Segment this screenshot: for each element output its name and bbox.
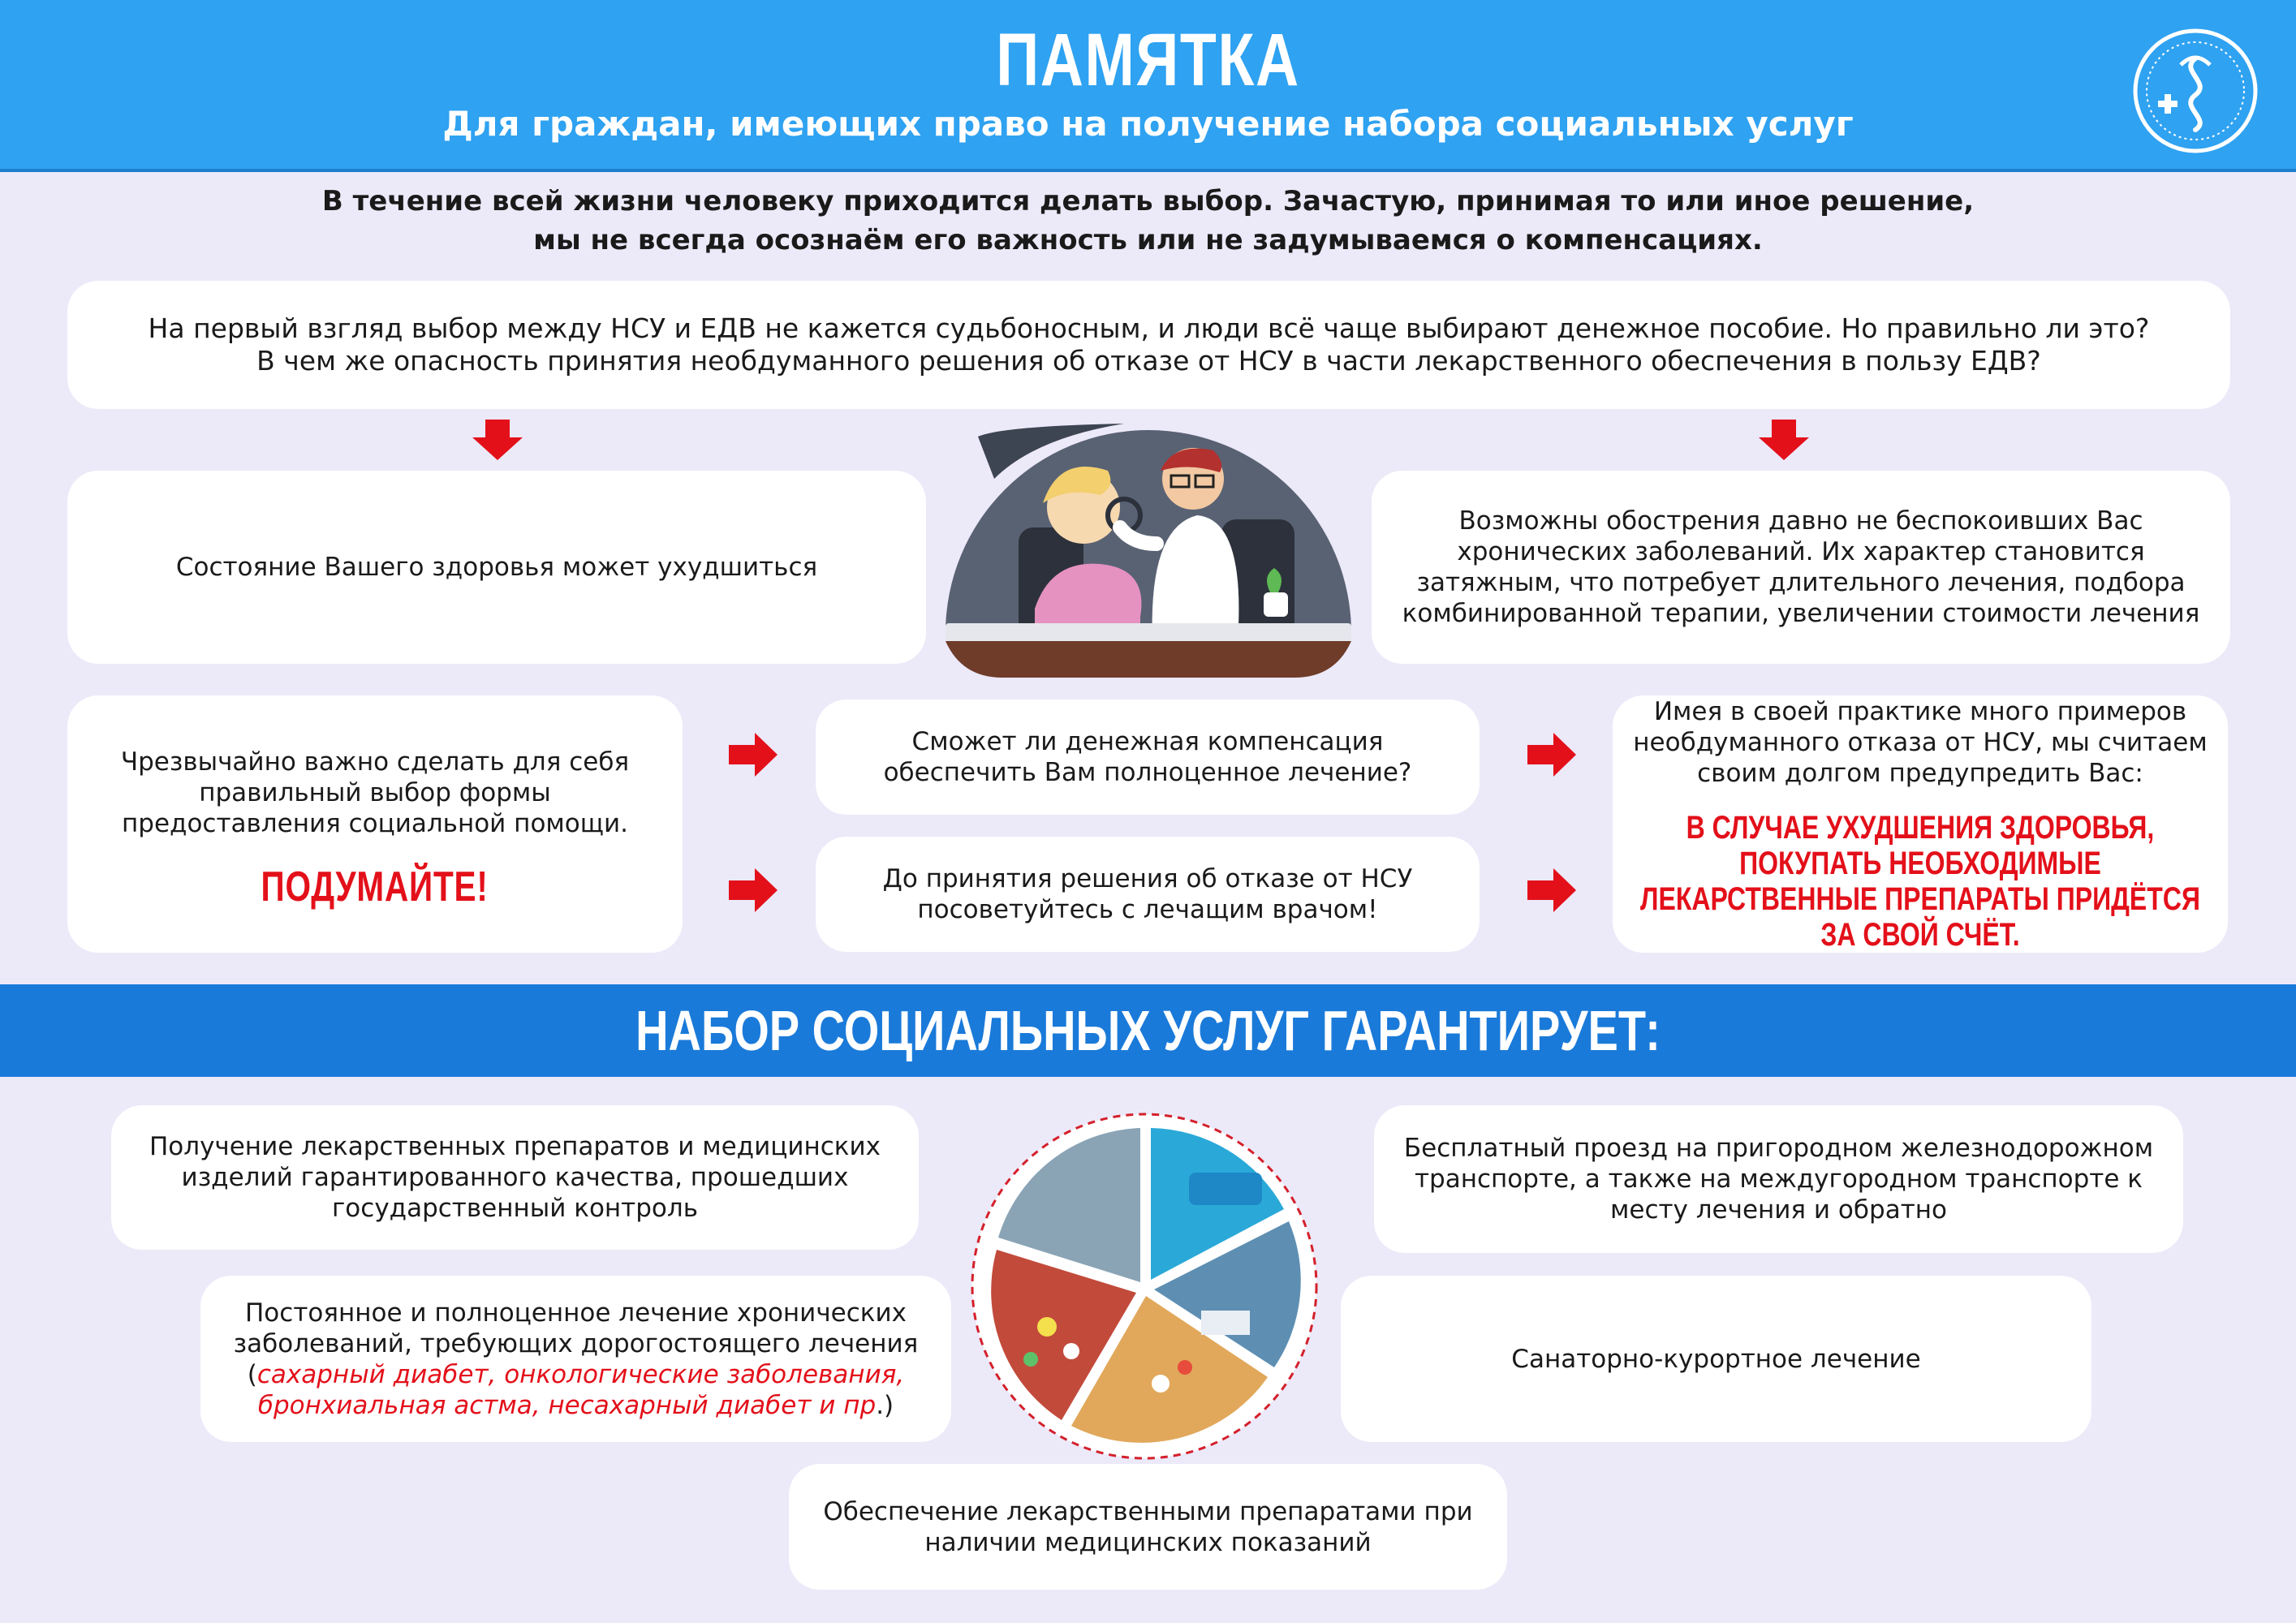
guarantee-medicines-box — [111, 1105, 919, 1250]
chronic-exacerbation-box — [1372, 471, 2230, 664]
intro-text — [162, 182, 2134, 260]
guarantee-travel-text: Бесплатный проезд на пригородном железнодорожном транспорте, а также на междугородном транспорте к месту лечения и обратно — [1403, 1134, 2154, 1225]
arrow-down-icon — [1759, 420, 1809, 460]
warning-intro-text: Имея в своей практике много примеров необдуманного отказа от НСУ, мы считаем своим долгом предупредить Вас: — [1633, 696, 2208, 788]
guarantee-sanatorium-text: Санаторно-курортное лечение — [1511, 1344, 1921, 1374]
guarantee-travel-box — [1374, 1105, 2183, 1253]
think-callout: ПОДУМАЙТЕ! — [261, 863, 489, 911]
arrow-right-icon — [729, 733, 778, 777]
arrow-right-icon — [1527, 868, 1576, 912]
arrow-down-icon — [472, 420, 523, 460]
warning-callout: В СЛУЧАЕ УХУДШЕНИЯ ЗДОРОВЬЯ, ПОКУПАТЬ НЕОБХОДИМЫЕ ЛЕКАРСТВЕННЫЕ ПРЕПАРАТЫ ПРИДЁТСЯ ЗА СВОЙ СЧЁТ. — [1640, 809, 2200, 953]
consult-doctor-box — [816, 837, 1480, 952]
services-photo-wheel — [966, 1108, 1323, 1465]
important-choice-text: Чрезвычайно важно сделать для себя правильный выбор формы предоставления социальной помощи. — [120, 747, 630, 838]
intro-line-2: мы не всегда осознаём его важность или не задумываемся о компенсациях. — [533, 224, 1763, 256]
health-worsen-text: Состояние Вашего здоровья может ухудшиться — [175, 553, 818, 582]
question-line-1: На первый взгляд выбор между НСУ и ЕДВ не кажется судьбоносным, и люди всё чаще выбирают денежное пособие. Но правильно ли это? — [148, 312, 2150, 344]
question-line-2: В чем же опасность принятия необдуманного решения об отказе от НСУ в части лекарственного обеспечения в пользу ЕДВ? — [256, 345, 2041, 377]
guarantees-title: НАБОР СОЦИАЛЬНЫХ УСЛУГ ГАРАНТИРУЕТ: — [635, 999, 1661, 1062]
guarantee-provision-box — [789, 1464, 1507, 1590]
chronic-exacerbation-text: Возможны обострения давно не беспокоивших Вас хронических заболеваний. Их характер становится затяжным, что потребует длительного лечения, подбора комбинированной терапии, увеличении стоимости лечения — [1402, 506, 2200, 628]
medical-emblem-icon — [2130, 26, 2260, 156]
guarantee-sanatorium-box — [1341, 1276, 2091, 1442]
intro-line-1: В течение всей жизни человеку приходится делать выбор. Зачастую, принимая то или иное решение, — [321, 185, 1975, 217]
guarantee-chronic-examples: (сахарный диабет, онкологические заболевания, бронхиальная астма, несахарный диабет и пр.) — [247, 1359, 905, 1420]
question-box — [67, 281, 2230, 409]
doctor-illustration — [946, 422, 1351, 678]
compensation-question-text: Сможет ли денежная компенсация обеспечить Вам полноценное лечение? — [883, 727, 1412, 787]
important-choice-box — [67, 695, 683, 953]
compensation-question-box — [816, 700, 1480, 815]
arrow-right-icon — [1527, 733, 1576, 777]
consult-doctor-text: До принятия решения об отказе от НСУ посоветуйтесь с лечащим врачом! — [882, 864, 1413, 924]
page-title: ПАМЯТКА — [996, 19, 1300, 101]
arrow-right-icon — [729, 868, 778, 912]
health-worsen-box — [67, 471, 926, 664]
guarantee-chronic-text: Постоянное и полноценное лечение хронических заболеваний, требующих дорогостоящего лечения — [233, 1298, 919, 1358]
warning-box — [1613, 695, 2228, 953]
guarantee-provision-text: Обеспечение лекарственными препаратами при наличии медицинских показаний — [823, 1496, 1473, 1557]
page-subtitle: Для граждан, имеющих право на получение набора социальных услуг — [442, 104, 1854, 144]
guarantee-chronic-box — [200, 1276, 951, 1442]
guarantee-medicines-text: Получение лекарственных препаратов и медицинских изделий гарантированного качества, прошедших государственный контроль — [149, 1132, 881, 1223]
